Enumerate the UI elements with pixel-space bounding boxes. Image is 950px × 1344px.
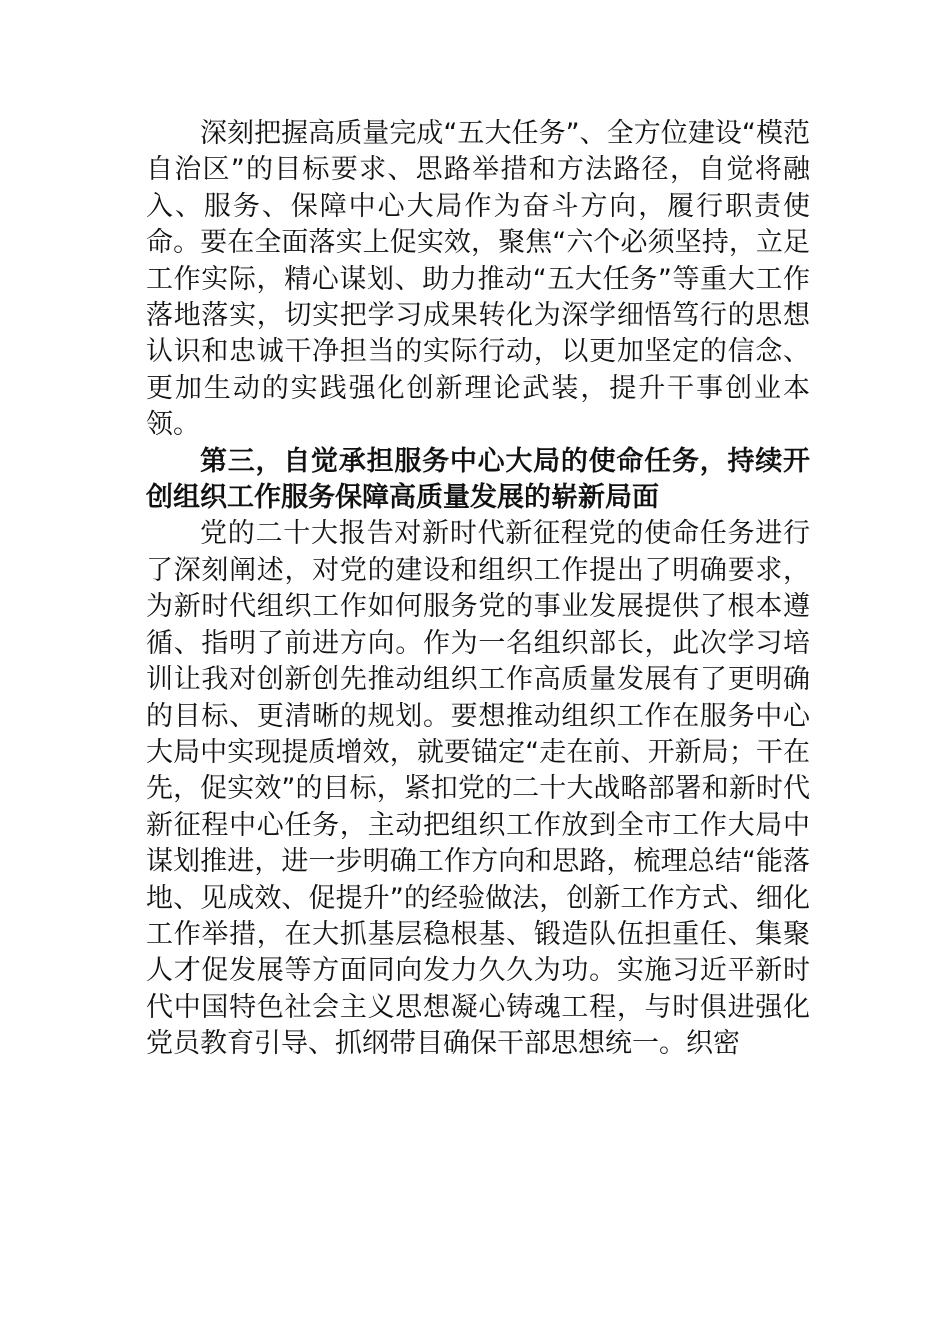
paragraph-body-2: 党的二十大报告对新时代新征程党的使命任务进行了深刻阐述，对党的建设和组织工作提出了明确要求，为新时代组织工作如何服务党的事业发展提供了根本遵循、指明了前进方向。作为一名组织部长，此次学习培训让我对创新创先推动组织工作高质量发展有了更明确的目标、更清晰的规划。要想推动组织工作在服务中心大局中实现提质增效，就要锚定“走在前、开新局；干在先，促实效”的目标，紧扣党的二十大战略部署和新时代新征程中心任务，主动把组织工作放到全市工作大局中谋划推进，进一步明确工作方向和思路，梳理总结“能落地、见成效、促提升”的经验做法，创新工作方式、细化工作举措，在大抓基层稳根基、锻造队伍担重任、集聚人才促发展等方面同向发力久久为功。实施习近平新时代中国特色社会主义思想凝心铸魂工程，与时俱进强化党员教育引导、抓纲带目确保干部思想统一。织密 — [146, 518, 810, 1060]
paragraph-body-1: 深刻把握高质量完成“五大任务”、全方位建设“模范自治区”的目标要求、思路举措和方法路径，自觉将融入、服务、保障中心大局作为奋斗方向，履行职责使命。要在全面落实上促实效，聚焦“六个必须坚持，立足工作实际，精心谋划、助力推动“五大任务”等重大工作落地落实，切实把学习成果转化为深学细悟笃行的思想认识和忠诚干净担当的实际行动，以更加坚定的信念、更加生动的实践强化创新理论武装，提升干事创业本领。 — [146, 118, 810, 441]
document-body — [146, 116, 810, 1063]
section-heading-third: 第三，自觉承担服务中心大局的使命任务，持续开创组织工作服务保障高质量发展的崭新局面 — [146, 445, 810, 514]
